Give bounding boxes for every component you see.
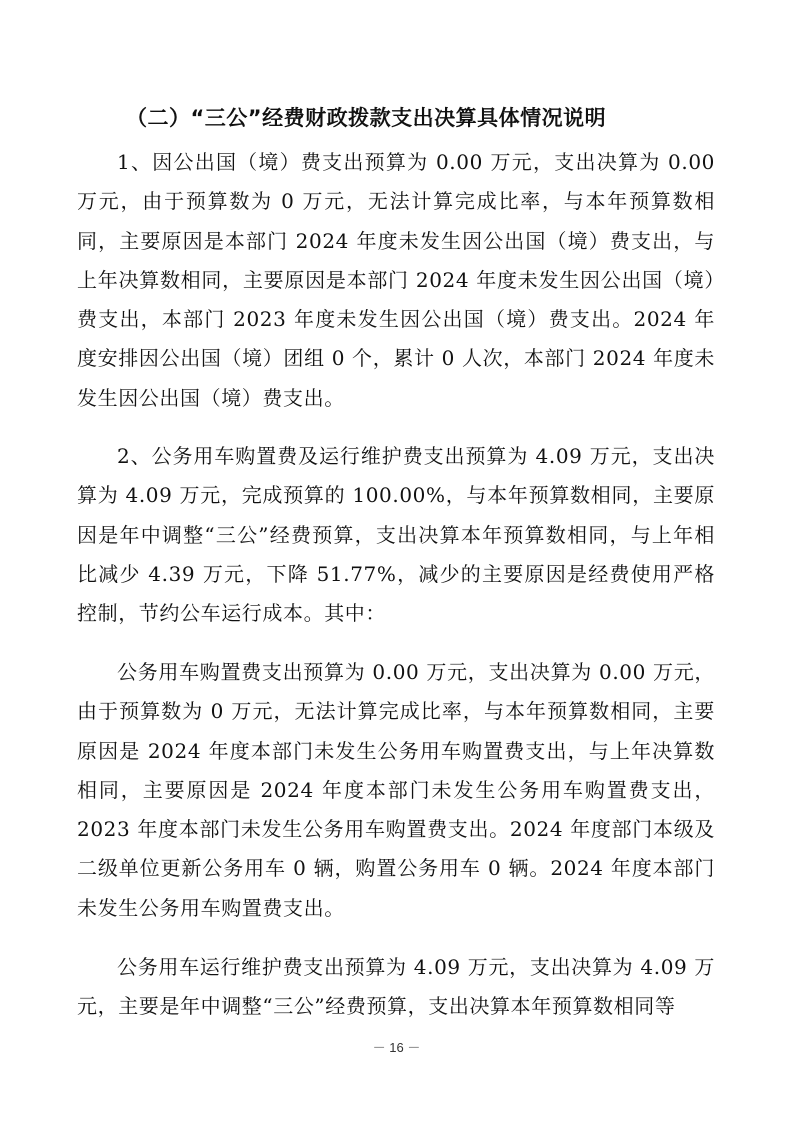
page-number: － 16 － [372,1040,421,1055]
paragraph-vehicle-purchase: 公务用车购置费支出预算为 0.00 万元，支出决算为 0.00 万元，由于预算数为 0 万元，无法计算完成比率，与本年预算数相同，主要原因是 2024 年度本部门未发生公务用车购置费支出，与上年决算数相同，主要原因是 2024 年度本部门未发生公务用车购置费支出，2023 年度本部门未发生公务用车购置费支出。2024 年度部门本级及二级单位更新公务用车 0 辆，购置公务用车 0 辆。2024 年度本部门未发生公务用车购置费支出。 [77,660,715,920]
paragraph-overseas-travel: 1、因公出国（境）费支出预算为 0.00 万元，支出决算为 0.00 万元，由于预算数为 0 万元，无法计算完成比率，与本年预算数相同，主要原因是本部门 2024 年度未发生因公出国（境）费支出，与上年决算数相同，主要原因是本部门 2024 年度未发生因公出国（境）费支出，本部门 2023 年度未发生因公出国（境）费支出。2024 年度安排因公出国（境）团组 0 个，累计 0 人次，本部门 2024 年度未发生因公出国（境）费支出。 [77,150,715,410]
section-heading: （二）“三公”经费财政拨款支出决算具体情况说明 [126,106,607,130]
paragraph-vehicle-maintenance: 公务用车运行维护费支出预算为 4.09 万元，支出决算为 4.09 万元，主要是年中调整“三公”经费预算，支出决算本年预算数相同等 [77,955,715,1019]
paragraph-vehicle-total: 2、公务用车购置费及运行维护费支出预算为 4.09 万元，支出决算为 4.09 万元，完成预算的 100.00%，与本年预算数相同，主要原因是年中调整“三公”经费预算，支出决算本年预算数相同，与上年相比减少 4.39 万元，下降 51.77%，减少的主要原因是经费使用严格控制，节约公车运行成本。其中： [77,444,715,626]
